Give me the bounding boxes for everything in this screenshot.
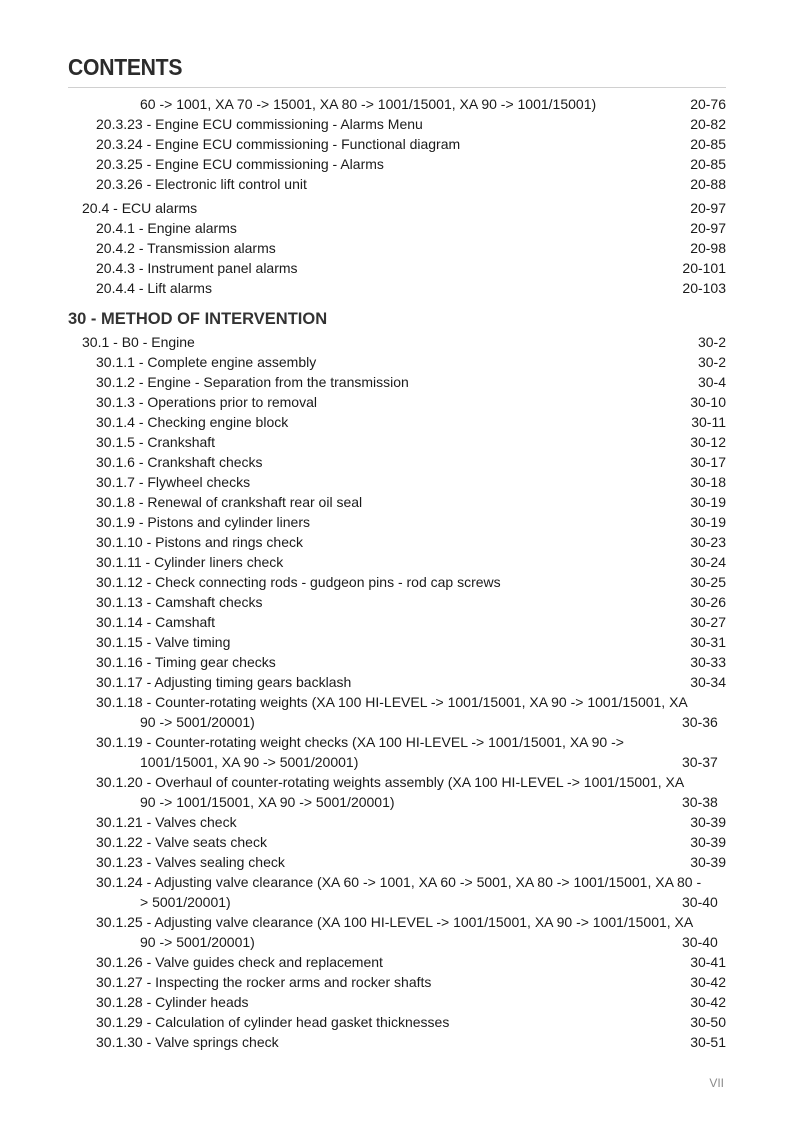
toc-entry[interactable] xyxy=(0,114,794,134)
toc-entry[interactable] xyxy=(0,972,794,992)
toc-entry-page: 30-2 xyxy=(697,354,726,370)
toc-entry-title: 30.1.19 - Counter-rotating weight checks (XA 100 HI-LEVEL -> 1001/15001, XA 90 -> 1001/15001, XA 90 -> 5001/20001) xyxy=(96,734,624,770)
toc-entry-title: 30.1.12 - Check connecting rods - gudgeon pins - rod cap screws xyxy=(96,574,501,590)
toc-entry-title: 30.1.8 - Renewal of crankshaft rear oil seal xyxy=(96,494,363,510)
toc-entry[interactable] xyxy=(0,612,794,632)
toc-entry[interactable] xyxy=(0,174,794,194)
toc-entry-page: 20-76 xyxy=(690,96,726,112)
toc-entry-title: 30.1.24 - Adjusting valve clearance (XA 60 -> 1001, XA 60 -> 5001, XA 80 -> 1001/15001, XA 80 -> 5001/20001) xyxy=(96,874,702,910)
toc-entry-title: 20.3.24 - Engine ECU commissioning - Functional diagram xyxy=(96,136,461,152)
toc-entry-page: 20-98 xyxy=(690,240,726,256)
toc-entry-page: 30-11 xyxy=(691,414,726,430)
table-of-contents xyxy=(0,94,794,1052)
page-number: VII xyxy=(709,1076,724,1090)
toc-entry[interactable] xyxy=(0,452,794,472)
toc-entry-page: 30-19 xyxy=(690,514,726,530)
toc-entry-title: 20.4.1 - Engine alarms xyxy=(96,220,237,236)
toc-entry[interactable] xyxy=(0,238,794,258)
toc-entry-page: 20-82 xyxy=(690,116,726,132)
toc-entry[interactable]: 30.1.25 - Adjusting valve clearance (XA 100 HI-LEVEL -> 1001/15001, XA 90 -> 1001/15001, XA 90 -> 5001/20001) 30-40 xyxy=(96,914,718,950)
page-title: CONTENTS xyxy=(68,54,183,80)
toc-entry-page: 30-23 xyxy=(690,534,726,550)
toc-entry-page: 30-39 xyxy=(690,854,726,870)
toc-entry-page: 30-42 xyxy=(690,974,726,990)
toc-entry-page: 20-88 xyxy=(690,176,726,192)
toc-entry[interactable] xyxy=(0,154,794,174)
toc-entry[interactable] xyxy=(0,372,794,392)
toc-entry[interactable] xyxy=(0,652,794,672)
toc-entry[interactable] xyxy=(0,552,794,572)
toc-entry[interactable] xyxy=(0,812,794,832)
toc-entry[interactable] xyxy=(0,1032,794,1052)
toc-entry-page: 20-101 xyxy=(682,260,726,276)
toc-entry-title: 30.1.26 - Valve guides check and replacement xyxy=(96,954,383,970)
toc-entry-page: 30-39 xyxy=(690,814,726,830)
toc-entry-title: 20.3.25 - Engine ECU commissioning - Alarms xyxy=(96,156,384,172)
toc-entry-page: 30-31 xyxy=(690,634,726,650)
toc-entry-page: 30-33 xyxy=(690,654,726,670)
toc-entry-title: 30.1.30 - Valve springs check xyxy=(96,1034,279,1050)
title-divider xyxy=(68,87,726,88)
toc-entry-page: 30-34 xyxy=(690,674,726,690)
toc-entry[interactable] xyxy=(0,432,794,452)
toc-entry-page: 30-19 xyxy=(690,494,726,510)
toc-entry-title: 20.4.3 - Instrument panel alarms xyxy=(96,260,298,276)
toc-entry-title: 60 -> 1001, XA 70 -> 15001, XA 80 -> 1001/15001, XA 90 -> 1001/15001) xyxy=(140,96,597,112)
toc-entry-title: 30.1.11 - Cylinder liners check xyxy=(96,554,284,570)
toc-entry-title: 20.3.26 - Electronic lift control unit xyxy=(96,176,307,192)
toc-entry-page: 20-85 xyxy=(690,136,726,152)
toc-entry[interactable] xyxy=(0,832,794,852)
toc-entry-page: 30-12 xyxy=(690,434,726,450)
toc-entry[interactable] xyxy=(0,672,794,692)
toc-entry[interactable]: 30.1.20 - Overhaul of counter-rotating weights assembly (XA 100 HI-LEVEL -> 1001/15001, XA 90 -> 1001/15001, XA 90 -> 5001/20001) 30-38 xyxy=(96,774,718,810)
toc-entry[interactable] xyxy=(0,198,794,218)
toc-entry-page: 30-27 xyxy=(690,614,726,630)
toc-entry[interactable] xyxy=(0,218,794,238)
toc-entry-page: 30-18 xyxy=(690,474,726,490)
toc-entry-title: 30.1.17 - Adjusting timing gears backlash xyxy=(96,674,352,690)
toc-entry[interactable] xyxy=(0,94,794,114)
toc-entry[interactable]: 30.1.24 - Adjusting valve clearance (XA 60 -> 1001, XA 60 -> 5001, XA 80 -> 1001/15001, XA 80 -> 5001/20001) 30-40 xyxy=(96,874,718,910)
toc-entry[interactable] xyxy=(0,532,794,552)
toc-entry[interactable]: 30.1.18 - Counter-rotating weights (XA 100 HI-LEVEL -> 1001/15001, XA 90 -> 1001/15001, XA 90 -> 5001/20001) 30-36 xyxy=(96,694,718,730)
toc-entry-page: 30-17 xyxy=(690,454,726,470)
toc-entry-title: 30.1.7 - Flywheel checks xyxy=(96,474,251,490)
toc-entry-page: 30-41 xyxy=(690,954,726,970)
toc-entry[interactable] xyxy=(0,852,794,872)
toc-entry-title: 30.1.14 - Camshaft xyxy=(96,614,216,630)
toc-entry[interactable] xyxy=(0,258,794,278)
toc-entry-title: 30.1.27 - Inspecting the rocker arms and rocker shafts xyxy=(96,974,432,990)
toc-entry-title: 20.3.23 - Engine ECU commissioning - Alarms Menu xyxy=(96,116,423,132)
toc-entry-page: 30-26 xyxy=(690,594,726,610)
toc-entry-page: 30-4 xyxy=(697,374,726,390)
toc-entry-page: 30-25 xyxy=(690,574,726,590)
toc-entry[interactable] xyxy=(0,332,794,352)
toc-entry[interactable] xyxy=(0,512,794,532)
toc-entry-page: 30-10 xyxy=(690,394,726,410)
toc-entry-title: 30.1.3 - Operations prior to removal xyxy=(96,394,317,410)
toc-entry-title: 30.1.13 - Camshaft checks xyxy=(96,594,263,610)
section-heading: 30 - METHOD OF INTERVENTION xyxy=(68,310,328,328)
toc-entry-title: 30.1.22 - Valve seats check xyxy=(96,834,267,850)
toc-entry-title: 30.1.23 - Valves sealing check xyxy=(96,854,285,870)
toc-entry-title: 30.1.21 - Valves check xyxy=(96,814,237,830)
toc-entry-title: 20.4.4 - Lift alarms xyxy=(96,280,212,296)
toc-entry-page: 20-103 xyxy=(682,280,726,296)
toc-entry-page: 30-2 xyxy=(697,334,726,350)
toc-entry-page: 30-39 xyxy=(690,834,726,850)
toc-entry[interactable]: 30.1.19 - Counter-rotating weight checks (XA 100 HI-LEVEL -> 1001/15001, XA 90 -> 1001/15001, XA 90 -> 5001/20001) 30-37 xyxy=(96,734,718,770)
toc-entry-title: 30.1.4 - Checking engine block xyxy=(96,414,289,430)
toc-entry-page: 30-24 xyxy=(690,554,726,570)
toc-entry[interactable] xyxy=(0,492,794,512)
toc-entry-title: 30.1.1 - Complete engine assembly xyxy=(96,354,317,370)
toc-entry-title: 30.1.28 - Cylinder heads xyxy=(96,994,249,1010)
toc-entry[interactable] xyxy=(0,592,794,612)
toc-entry-title: 30.1.6 - Crankshaft checks xyxy=(96,454,263,470)
toc-entry-title: 30.1.5 - Crankshaft xyxy=(96,434,216,450)
toc-entry-page: 20-97 xyxy=(690,200,726,216)
toc-entry[interactable] xyxy=(0,1012,794,1032)
toc-entry-page: 30-50 xyxy=(690,1014,726,1030)
toc-entry-page: 20-97 xyxy=(690,220,726,236)
toc-entry-title: 30.1.2 - Engine - Separation from the transmission xyxy=(96,374,409,390)
toc-entry[interactable] xyxy=(0,352,794,372)
toc-entry-page: 20-85 xyxy=(690,156,726,172)
toc-entry-title: 30.1 - B0 - Engine xyxy=(82,334,195,350)
toc-entry-title: 20.4.2 - Transmission alarms xyxy=(96,240,276,256)
toc-entry-page: 30-42 xyxy=(690,994,726,1010)
toc-entry-title: 30.1.9 - Pistons and cylinder liners xyxy=(96,514,310,530)
toc-entry[interactable] xyxy=(0,572,794,592)
toc-entry[interactable] xyxy=(0,472,794,492)
toc-entry[interactable] xyxy=(0,412,794,432)
toc-entry[interactable] xyxy=(0,278,794,298)
toc-entry[interactable] xyxy=(0,952,794,972)
toc-entry-page: 30-51 xyxy=(690,1034,726,1050)
toc-entry[interactable] xyxy=(0,392,794,412)
toc-entry-title: 30.1.25 - Adjusting valve clearance (XA 100 HI-LEVEL -> 1001/15001, XA 90 -> 1001/15001, XA 90 -> 5001/20001) xyxy=(96,914,693,950)
toc-entry[interactable] xyxy=(0,992,794,1012)
toc-entry-title: 30.1.18 - Counter-rotating weights (XA 100 HI-LEVEL -> 1001/15001, XA 90 -> 1001/15001, XA 90 -> 5001/20001) xyxy=(96,694,687,730)
toc-entry-title: 30.1.20 - Overhaul of counter-rotating weights assembly (XA 100 HI-LEVEL -> 1001/15001, XA 90 -> 1001/15001, XA 90 -> 5001/20001) xyxy=(96,774,684,810)
toc-entry-title: 30.1.10 - Pistons and rings check xyxy=(96,534,304,550)
toc-entry-title: 30.1.29 - Calculation of cylinder head gasket thicknesses xyxy=(96,1014,450,1030)
toc-entry[interactable] xyxy=(0,134,794,154)
toc-entry-title: 30.1.15 - Valve timing xyxy=(96,634,231,650)
toc-entry-title: 20.4 - ECU alarms xyxy=(82,200,198,216)
toc-entry-title: 30.1.16 - Timing gear checks xyxy=(96,654,276,670)
toc-entry[interactable] xyxy=(0,632,794,652)
